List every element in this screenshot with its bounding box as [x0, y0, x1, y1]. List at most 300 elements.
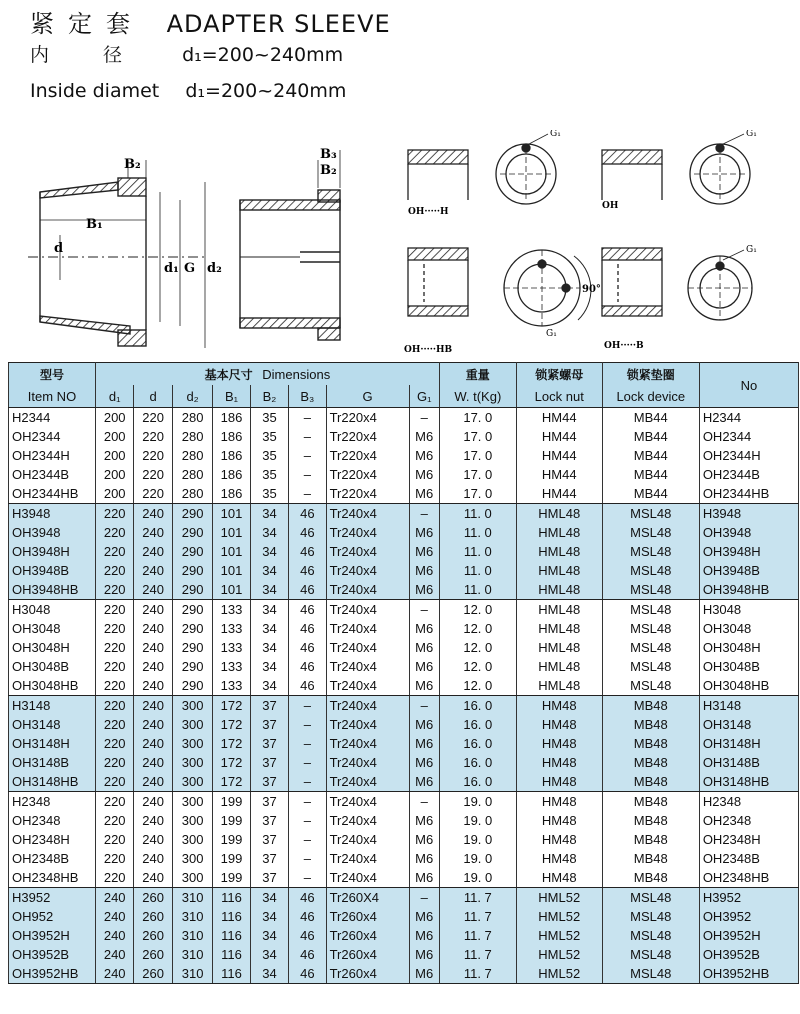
- cell-item-no: OH3148: [9, 715, 96, 734]
- cell-b2: 37: [250, 792, 288, 812]
- cell-b3: 46: [289, 888, 326, 908]
- cell-d: 260: [134, 945, 172, 964]
- table-header-row-1: [9, 363, 799, 386]
- cell-g: Tr240x4: [326, 676, 409, 696]
- cell-g: Tr220x4: [326, 446, 409, 465]
- label-d2: d₂: [207, 261, 222, 276]
- cell-lock-nut: HML48: [516, 657, 602, 676]
- cell-b1: 186: [213, 484, 250, 504]
- cell-lock-device: MSL48: [602, 561, 699, 580]
- cell-no: OH3952H: [699, 926, 798, 945]
- cell-lock-nut: HM48: [516, 849, 602, 868]
- header-weight-en: W. t(Kg): [439, 385, 516, 408]
- cell-g1: M6: [409, 427, 439, 446]
- label-b1: B₁: [86, 217, 103, 232]
- header-d: d: [134, 385, 172, 408]
- cell-item-no: OH3148B: [9, 753, 96, 772]
- cell-g: Tr220x4: [326, 465, 409, 484]
- cell-b2: 35: [250, 427, 288, 446]
- cell-lock-nut: HML48: [516, 580, 602, 600]
- cell-d1: 240: [95, 926, 133, 945]
- cell-b1: 199: [213, 830, 250, 849]
- cell-b2: 34: [250, 561, 288, 580]
- cell-d2: 300: [172, 715, 212, 734]
- cell-g: Tr240x4: [326, 504, 409, 524]
- cell-lock-device: MB48: [602, 868, 699, 888]
- cell-d1: 200: [95, 408, 133, 428]
- cell-b2: 34: [250, 542, 288, 561]
- cell-d2: 280: [172, 446, 212, 465]
- cell-g: Tr240x4: [326, 580, 409, 600]
- cell-b2: 37: [250, 811, 288, 830]
- table-row: [9, 523, 799, 542]
- cell-weight: 11. 7: [439, 945, 516, 964]
- cell-b2: 34: [250, 964, 288, 984]
- cell-b3: –: [289, 484, 326, 504]
- cell-lock-nut: HML48: [516, 561, 602, 580]
- table-row: [9, 619, 799, 638]
- header-nut-cn: 锁紧螺母: [516, 363, 602, 386]
- cell-d1: 220: [95, 638, 133, 657]
- cell-weight: 11. 7: [439, 888, 516, 908]
- cell-no: OH2348B: [699, 849, 798, 868]
- cell-d2: 310: [172, 888, 212, 908]
- cell-no: H3048: [699, 600, 798, 620]
- cell-item-no: OH2348B: [9, 849, 96, 868]
- table-row: [9, 504, 799, 524]
- cell-b2: 34: [250, 523, 288, 542]
- cell-d2: 310: [172, 964, 212, 984]
- cell-d1: 220: [95, 792, 133, 812]
- table-header-row-2: [9, 385, 799, 408]
- cell-d2: 300: [172, 868, 212, 888]
- cell-b3: –: [289, 696, 326, 716]
- cell-b3: 46: [289, 561, 326, 580]
- cell-d: 240: [134, 830, 172, 849]
- cell-d1: 220: [95, 772, 133, 792]
- cell-lock-nut: HM48: [516, 830, 602, 849]
- label-g1-c: G₁: [546, 329, 557, 339]
- cell-lock-nut: HML48: [516, 542, 602, 561]
- cell-b1: 133: [213, 600, 250, 620]
- cell-g1: –: [409, 600, 439, 620]
- cell-b3: 46: [289, 542, 326, 561]
- cell-g1: M6: [409, 561, 439, 580]
- table-row: [9, 945, 799, 964]
- header-b1: B₁: [213, 385, 250, 408]
- cell-g: Tr240x4: [326, 811, 409, 830]
- cell-g: Tr240x4: [326, 849, 409, 868]
- cell-d2: 300: [172, 792, 212, 812]
- cell-d: 240: [134, 600, 172, 620]
- cell-lock-nut: HML52: [516, 907, 602, 926]
- cell-g1: –: [409, 888, 439, 908]
- cell-lock-nut: HML48: [516, 600, 602, 620]
- cell-b3: 46: [289, 580, 326, 600]
- cell-weight: 19. 0: [439, 792, 516, 812]
- cell-no: OH3148B: [699, 753, 798, 772]
- cell-no: OH3048H: [699, 638, 798, 657]
- cell-lock-nut: HML48: [516, 619, 602, 638]
- table-row: [9, 676, 799, 696]
- cell-d2: 300: [172, 811, 212, 830]
- header-no: No: [699, 363, 798, 408]
- table-row: [9, 427, 799, 446]
- label-g1-a: G₁: [550, 130, 561, 139]
- table-row: [9, 830, 799, 849]
- cell-b1: 199: [213, 811, 250, 830]
- cell-g: Tr240x4: [326, 638, 409, 657]
- label-d: d: [54, 241, 64, 256]
- cell-g1: M6: [409, 945, 439, 964]
- cell-d: 240: [134, 676, 172, 696]
- cell-d1: 240: [95, 945, 133, 964]
- cell-no: H2344: [699, 408, 798, 428]
- cell-lock-nut: HM48: [516, 753, 602, 772]
- cell-lock-device: MSL48: [602, 580, 699, 600]
- cell-weight: 19. 0: [439, 811, 516, 830]
- cell-no: OH3148HB: [699, 772, 798, 792]
- cell-b2: 34: [250, 926, 288, 945]
- cell-lock-nut: HML52: [516, 964, 602, 984]
- cell-lock-nut: HM44: [516, 446, 602, 465]
- table-row: [9, 542, 799, 561]
- table-row: [9, 715, 799, 734]
- cell-lock-nut: HM48: [516, 696, 602, 716]
- table-row: [9, 964, 799, 984]
- cell-b1: 101: [213, 580, 250, 600]
- table-row: [9, 657, 799, 676]
- cell-b1: 116: [213, 926, 250, 945]
- cell-d2: 280: [172, 484, 212, 504]
- cell-g1: M6: [409, 964, 439, 984]
- cell-weight: 17. 0: [439, 408, 516, 428]
- cell-no: OH3048B: [699, 657, 798, 676]
- header-dims-en: Dimensions: [262, 366, 331, 382]
- table-group: [9, 504, 799, 600]
- cell-g: Tr260x4: [326, 964, 409, 984]
- cell-d1: 220: [95, 657, 133, 676]
- header-weight-cn: 重量: [439, 363, 516, 386]
- variant-oh-b-drawing: [602, 248, 752, 320]
- cell-d1: 240: [95, 888, 133, 908]
- cell-b1: 116: [213, 907, 250, 926]
- label-g1-d: G₁: [746, 245, 757, 255]
- cell-no: OH3952B: [699, 945, 798, 964]
- cell-b3: –: [289, 427, 326, 446]
- cell-b1: 186: [213, 465, 250, 484]
- cell-weight: 12. 0: [439, 657, 516, 676]
- cell-d1: 220: [95, 676, 133, 696]
- cell-no: OH3952HB: [699, 964, 798, 984]
- cell-d: 240: [134, 657, 172, 676]
- cell-lock-nut: HML48: [516, 504, 602, 524]
- cell-d1: 240: [95, 907, 133, 926]
- cell-item-no: OH3048B: [9, 657, 96, 676]
- adapter-sleeve-drawings: [0, 130, 800, 360]
- cell-lock-nut: HM44: [516, 465, 602, 484]
- cell-b3: 46: [289, 676, 326, 696]
- cell-weight: 12. 0: [439, 619, 516, 638]
- header-nut-en: Lock nut: [516, 385, 602, 408]
- cell-d1: 220: [95, 561, 133, 580]
- cell-d: 240: [134, 811, 172, 830]
- cell-b1: 116: [213, 945, 250, 964]
- title-cn: 紧定套: [30, 10, 144, 38]
- cell-lock-nut: HML48: [516, 676, 602, 696]
- cell-d1: 200: [95, 465, 133, 484]
- cell-lock-device: MSL48: [602, 907, 699, 926]
- cell-item-no: OH3948HB: [9, 580, 96, 600]
- cell-b1: 101: [213, 523, 250, 542]
- cell-b2: 34: [250, 504, 288, 524]
- dimensions-table: [8, 362, 799, 984]
- cell-lock-nut: HM48: [516, 868, 602, 888]
- cell-d: 260: [134, 964, 172, 984]
- cell-lock-device: MSL48: [602, 964, 699, 984]
- header-model-en: Item NO: [9, 385, 96, 408]
- cell-no: H2348: [699, 792, 798, 812]
- cell-d2: 280: [172, 465, 212, 484]
- cell-d2: 300: [172, 772, 212, 792]
- cell-b3: 46: [289, 619, 326, 638]
- cell-g1: M6: [409, 830, 439, 849]
- cell-item-no: OH2348H: [9, 830, 96, 849]
- cell-weight: 16. 0: [439, 753, 516, 772]
- cell-d2: 290: [172, 561, 212, 580]
- cell-b2: 34: [250, 619, 288, 638]
- cell-g1: M6: [409, 484, 439, 504]
- title-line: [30, 4, 391, 39]
- header-g: G: [326, 385, 409, 408]
- cell-b3: –: [289, 772, 326, 792]
- cell-b2: 34: [250, 600, 288, 620]
- cell-g1: M6: [409, 849, 439, 868]
- cell-no: OH2348HB: [699, 868, 798, 888]
- cell-d2: 310: [172, 926, 212, 945]
- cell-no: OH2344H: [699, 446, 798, 465]
- cell-d: 220: [134, 484, 172, 504]
- cell-lock-nut: HML48: [516, 523, 602, 542]
- cell-lock-nut: HM44: [516, 408, 602, 428]
- table-row: [9, 734, 799, 753]
- cell-b1: 133: [213, 676, 250, 696]
- table-row: [9, 465, 799, 484]
- cell-g: Tr240x4: [326, 696, 409, 716]
- label-g: G: [184, 261, 196, 276]
- cell-lock-nut: HM48: [516, 811, 602, 830]
- cell-d1: 220: [95, 830, 133, 849]
- cell-item-no: OH3948: [9, 523, 96, 542]
- cell-d2: 290: [172, 580, 212, 600]
- cell-lock-device: MSL48: [602, 945, 699, 964]
- table-group: [9, 888, 799, 984]
- cell-no: OH3948H: [699, 542, 798, 561]
- cell-d1: 220: [95, 696, 133, 716]
- header-d1: d₁: [95, 385, 133, 408]
- cell-item-no: OH2344: [9, 427, 96, 446]
- cell-b3: 46: [289, 600, 326, 620]
- table-row: [9, 408, 799, 428]
- table-row: [9, 772, 799, 792]
- cell-d2: 290: [172, 657, 212, 676]
- cell-g1: M6: [409, 446, 439, 465]
- cell-item-no: OH3952HB: [9, 964, 96, 984]
- table-row: [9, 888, 799, 908]
- cell-no: OH3148: [699, 715, 798, 734]
- cell-no: OH3948HB: [699, 580, 798, 600]
- table-row: [9, 580, 799, 600]
- cell-b1: 172: [213, 753, 250, 772]
- cell-g: Tr240x4: [326, 734, 409, 753]
- cell-weight: 12. 0: [439, 600, 516, 620]
- cell-item-no: OH3048HB: [9, 676, 96, 696]
- cell-d1: 220: [95, 600, 133, 620]
- cell-lock-device: MB48: [602, 715, 699, 734]
- inside-diameter-label: Inside diamet: [30, 80, 160, 102]
- cell-b3: –: [289, 830, 326, 849]
- variant-oh-drawing: [602, 134, 750, 204]
- cell-b2: 35: [250, 446, 288, 465]
- cell-b2: 35: [250, 484, 288, 504]
- cell-d1: 220: [95, 849, 133, 868]
- sleeve-taper-drawing: [240, 150, 340, 340]
- cell-b3: –: [289, 811, 326, 830]
- cell-b2: 35: [250, 465, 288, 484]
- cell-b2: 34: [250, 638, 288, 657]
- cell-g: Tr260x4: [326, 926, 409, 945]
- cell-g: Tr240x4: [326, 715, 409, 734]
- cell-weight: 19. 0: [439, 830, 516, 849]
- header-dimensions: [95, 363, 439, 386]
- cell-b1: 199: [213, 792, 250, 812]
- cell-g1: M6: [409, 465, 439, 484]
- cell-b1: 133: [213, 619, 250, 638]
- cell-item-no: OH2344HB: [9, 484, 96, 504]
- header-b2: B₂: [250, 385, 288, 408]
- cell-d2: 300: [172, 734, 212, 753]
- cell-b3: –: [289, 792, 326, 812]
- cell-item-no: OH3948B: [9, 561, 96, 580]
- table-row: [9, 484, 799, 504]
- cell-b2: 37: [250, 849, 288, 868]
- cell-b1: 133: [213, 657, 250, 676]
- cell-d2: 290: [172, 504, 212, 524]
- cell-d: 260: [134, 926, 172, 945]
- cell-b2: 35: [250, 408, 288, 428]
- header-device-cn: 锁紧垫圈: [602, 363, 699, 386]
- cell-d: 240: [134, 715, 172, 734]
- cell-b2: 37: [250, 830, 288, 849]
- cell-lock-device: MSL48: [602, 657, 699, 676]
- cell-no: OH3048HB: [699, 676, 798, 696]
- cell-b3: –: [289, 849, 326, 868]
- cell-d2: 280: [172, 408, 212, 428]
- cell-b3: 46: [289, 638, 326, 657]
- cell-d: 240: [134, 523, 172, 542]
- cell-lock-device: MB48: [602, 772, 699, 792]
- cell-d: 240: [134, 734, 172, 753]
- cell-lock-nut: HML52: [516, 945, 602, 964]
- cell-item-no: OH952: [9, 907, 96, 926]
- label-b2: B₂: [124, 157, 141, 172]
- cell-b3: –: [289, 465, 326, 484]
- cell-b1: 172: [213, 734, 250, 753]
- cell-b2: 34: [250, 907, 288, 926]
- cell-lock-device: MSL48: [602, 600, 699, 620]
- cell-b1: 101: [213, 504, 250, 524]
- cell-item-no: H3948: [9, 504, 96, 524]
- cell-lock-device: MSL48: [602, 542, 699, 561]
- cell-weight: 16. 0: [439, 696, 516, 716]
- table-row: [9, 561, 799, 580]
- cell-g: Tr240x4: [326, 868, 409, 888]
- cell-d: 240: [134, 542, 172, 561]
- cell-d: 260: [134, 907, 172, 926]
- cell-weight: 12. 0: [439, 676, 516, 696]
- cell-b2: 34: [250, 888, 288, 908]
- cell-d2: 290: [172, 676, 212, 696]
- cell-no: OH2348H: [699, 830, 798, 849]
- cell-b1: 199: [213, 868, 250, 888]
- cell-weight: 16. 0: [439, 772, 516, 792]
- cell-item-no: H3048: [9, 600, 96, 620]
- cell-d1: 220: [95, 523, 133, 542]
- cell-weight: 17. 0: [439, 427, 516, 446]
- cell-d2: 290: [172, 600, 212, 620]
- table-group: [9, 600, 799, 696]
- cell-d: 240: [134, 849, 172, 868]
- cell-weight: 11. 0: [439, 523, 516, 542]
- cell-d1: 220: [95, 868, 133, 888]
- cell-item-no: OH3948H: [9, 542, 96, 561]
- cell-b1: 199: [213, 849, 250, 868]
- cell-no: OH2344: [699, 427, 798, 446]
- table-row: [9, 600, 799, 620]
- table-row: [9, 811, 799, 830]
- cell-d1: 220: [95, 619, 133, 638]
- cell-lock-nut: HM48: [516, 715, 602, 734]
- table-row: [9, 638, 799, 657]
- table-group: [9, 696, 799, 792]
- cell-b3: –: [289, 734, 326, 753]
- cell-weight: 11. 0: [439, 561, 516, 580]
- cell-d1: 220: [95, 542, 133, 561]
- cell-g: Tr240x4: [326, 657, 409, 676]
- cell-g: Tr220x4: [326, 427, 409, 446]
- cell-d1: 220: [95, 753, 133, 772]
- cell-d2: 300: [172, 849, 212, 868]
- cell-no: OH2348: [699, 811, 798, 830]
- label-d1: d₁: [164, 261, 179, 276]
- cell-b2: 37: [250, 734, 288, 753]
- cell-d1: 200: [95, 446, 133, 465]
- cell-d: 220: [134, 465, 172, 484]
- cell-item-no: H2344: [9, 408, 96, 428]
- cell-d1: 200: [95, 427, 133, 446]
- cell-lock-device: MSL48: [602, 523, 699, 542]
- cell-g1: M6: [409, 619, 439, 638]
- cell-g: Tr260x4: [326, 907, 409, 926]
- table-row: [9, 696, 799, 716]
- cell-lock-device: MB48: [602, 696, 699, 716]
- cell-g1: –: [409, 792, 439, 812]
- cell-g1: –: [409, 408, 439, 428]
- cell-item-no: H3148: [9, 696, 96, 716]
- cell-b2: 37: [250, 772, 288, 792]
- cell-d: 240: [134, 619, 172, 638]
- cell-b3: 46: [289, 926, 326, 945]
